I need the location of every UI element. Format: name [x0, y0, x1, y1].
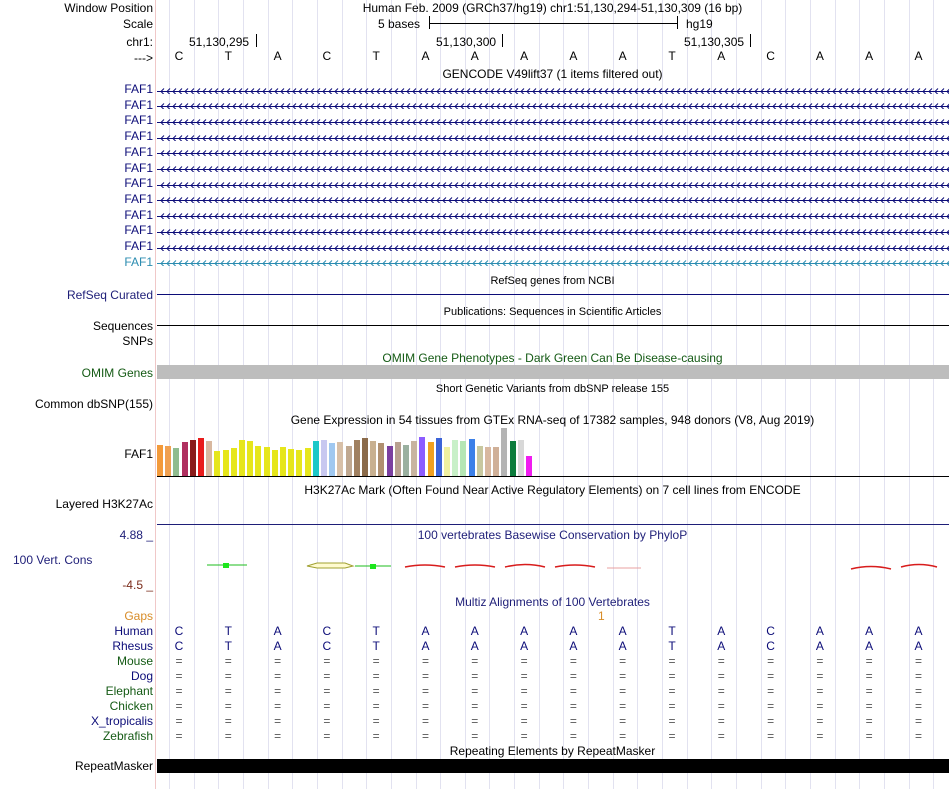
dbsnp-title[interactable]: Short Genetic Variants from dbSNP release 155 — [435, 383, 670, 395]
publications-title[interactable]: Publications: Sequences in Scientific Articles — [443, 306, 662, 318]
gaps-label: Gaps — [124, 609, 153, 623]
multiz-base: = — [224, 699, 232, 713]
gtex-tissue-bar[interactable] — [387, 446, 393, 476]
multiz-base: = — [668, 684, 676, 698]
multiz-base: = — [865, 699, 873, 713]
multiz-base: A — [569, 639, 578, 653]
multiz-base: C — [766, 624, 775, 638]
multiz-base: = — [520, 699, 528, 713]
gtex-tissue-bar[interactable] — [280, 447, 286, 476]
multiz-base: = — [274, 684, 282, 698]
multiz-base: = — [372, 684, 380, 698]
phylop-green-1 — [207, 563, 247, 568]
multiz-base: A — [470, 639, 479, 653]
multiz-title[interactable]: Multiz Alignments of 100 Vertebrates — [455, 595, 650, 609]
multiz-base: = — [520, 714, 528, 728]
multiz-base: = — [175, 669, 183, 683]
multiz-base: A — [914, 624, 923, 638]
gtex-tissue-bar[interactable] — [198, 438, 204, 476]
multiz-base: = — [175, 729, 183, 743]
gencode-gene-label[interactable]: FAF1 — [124, 239, 153, 253]
multiz-base: T — [224, 639, 232, 653]
multiz-base: = — [520, 684, 528, 698]
coord-3: 51,130,305 — [684, 35, 745, 49]
gtex-tissue-bar[interactable] — [190, 440, 196, 476]
multiz-base: = — [619, 714, 627, 728]
multiz-base: = — [471, 729, 479, 743]
gencode-gene-label[interactable]: FAF1 — [124, 160, 153, 175]
multiz-base: = — [323, 654, 331, 668]
sequence-base: A — [865, 49, 874, 63]
multiz-base: = — [175, 714, 183, 728]
multiz-base: = — [274, 654, 282, 668]
h3k27ac-label[interactable]: Layered H3K27Ac — [55, 497, 153, 511]
multiz-base: = — [865, 714, 873, 728]
sequence-base: C — [174, 49, 184, 63]
sequence-base: A — [815, 49, 824, 63]
chrom-label[interactable]: chr1: — [126, 35, 153, 49]
multiz-base: A — [273, 639, 282, 653]
gtex-bar-chart[interactable] — [157, 428, 537, 476]
gtex-label[interactable]: FAF1 — [124, 447, 153, 461]
phylop-title[interactable]: 100 vertebrates Basewise Conservation by PhyloP — [417, 528, 688, 542]
multiz-base: A — [273, 624, 282, 638]
gencode-gene-label[interactable]: FAF1 — [124, 97, 153, 112]
phylop-min-label: -4.5 _ — [122, 578, 153, 592]
multiz-base: = — [274, 714, 282, 728]
gtex-tissue-bar[interactable] — [173, 448, 179, 476]
repeatmasker-label[interactable]: RepeatMasker — [74, 759, 153, 773]
multiz-base: = — [767, 684, 775, 698]
gtex-tissue-bar[interactable] — [296, 450, 302, 476]
gtex-tissue-bar[interactable] — [288, 449, 294, 476]
coord-3-tick — [750, 34, 751, 47]
multiz-base: T — [224, 624, 232, 638]
snps-label[interactable]: SNPs — [122, 334, 153, 348]
multiz-species-label[interactable]: Dog — [130, 669, 153, 683]
publications-label[interactable]: Sequences — [92, 319, 153, 333]
sequence-base: T — [668, 49, 676, 63]
multiz-base: = — [865, 684, 873, 698]
gencode-gene-feature[interactable] — [157, 226, 949, 235]
gtex-tissue-bar[interactable] — [485, 447, 491, 476]
h3k27ac-title[interactable]: H3K27Ac Mark (Often Found Near Active Regulatory Elements) on 7 cell lines from ENCODE — [304, 483, 801, 497]
gtex-tissue-bar[interactable] — [337, 442, 343, 476]
gencode-gene-feature[interactable] — [157, 179, 949, 188]
gtex-tissue-bar[interactable] — [493, 447, 499, 476]
multiz-base: = — [816, 699, 824, 713]
multiz-base: C — [174, 639, 184, 653]
gencode-gene-feature[interactable] — [157, 257, 949, 266]
multiz-base: = — [668, 669, 676, 683]
strand-label: ---> — [134, 51, 153, 65]
multiz-base: = — [865, 729, 873, 743]
multiz-base: C — [322, 639, 332, 653]
multiz-base: = — [914, 729, 922, 743]
multiz-base: = — [668, 699, 676, 713]
gtex-tissue-bar[interactable] — [460, 441, 466, 476]
phylop-max-label: 4.88 _ — [119, 528, 153, 542]
multiz-base: = — [865, 654, 873, 668]
sequence-base: T — [224, 49, 232, 63]
multiz-base: A — [421, 639, 430, 653]
gtex-tissue-bar[interactable] — [444, 447, 450, 476]
gtex-tissue-bar[interactable] — [403, 445, 409, 476]
multiz-base: A — [520, 639, 529, 653]
multiz-base: = — [816, 669, 824, 683]
coord-1: 51,130,295 — [189, 35, 250, 49]
multiz-base: = — [372, 699, 380, 713]
gtex-tissue-bar[interactable] — [247, 441, 253, 476]
gtex-tissue-bar[interactable] — [264, 447, 270, 476]
multiz-base: = — [175, 699, 183, 713]
gtex-tissue-bar[interactable] — [182, 442, 188, 476]
multiz-base: T — [668, 624, 676, 638]
multiz-base: A — [618, 639, 627, 653]
coord-2: 51,130,300 — [436, 35, 497, 49]
gencode-gene-label[interactable]: FAF1 — [124, 129, 153, 144]
gencode-gene-feature[interactable] — [157, 147, 949, 156]
multiz-base: = — [175, 654, 183, 668]
multiz-species-label[interactable]: Zebrafish — [102, 729, 153, 743]
gtex-baseline — [157, 476, 949, 477]
gencode-gene-feature[interactable] — [157, 194, 949, 203]
dbsnp-label[interactable]: Common dbSNP(155) — [34, 397, 153, 411]
multiz-base: A — [717, 624, 726, 638]
multiz-base: A — [618, 624, 627, 638]
multiz-base: = — [569, 729, 577, 743]
gtex-tissue-bar[interactable] — [255, 446, 261, 476]
gtex-tissue-bar[interactable] — [231, 448, 237, 476]
gtex-title[interactable]: Gene Expression in 54 tissues from GTEx RNA-seq of 17382 samples, 948 donors (V8, Aug 2019) — [290, 413, 815, 427]
publications-track-line[interactable] — [157, 325, 949, 326]
multiz-base: T — [372, 639, 380, 653]
multiz-base: A — [865, 639, 874, 653]
gencode-gene-feature[interactable] — [157, 116, 949, 125]
window-position-label[interactable]: Window Position — [64, 1, 153, 15]
gencode-gene-feature[interactable] — [157, 85, 949, 94]
gtex-tissue-bar[interactable] — [157, 445, 163, 476]
gencode-gene-label[interactable]: FAF1 — [124, 144, 153, 159]
gtex-tissue-bar[interactable] — [214, 451, 220, 476]
multiz-base: = — [471, 714, 479, 728]
multiz-base: = — [816, 714, 824, 728]
gtex-tissue-bar[interactable] — [395, 442, 401, 476]
multiz-base: = — [914, 669, 922, 683]
gencode-gene-label[interactable]: FAF1 — [124, 113, 153, 128]
scale-text: 5 bases — [378, 17, 421, 31]
multiz-base: = — [421, 699, 429, 713]
gtex-tissue-bar[interactable] — [305, 448, 311, 476]
gtex-tissue-bar[interactable] — [362, 438, 368, 476]
gtex-tissue-bar[interactable] — [370, 441, 376, 476]
multiz-species-label[interactable]: Human — [114, 624, 153, 638]
multiz-base: = — [668, 714, 676, 728]
gtex-tissue-bar[interactable] — [329, 443, 335, 476]
multiz-base: = — [323, 684, 331, 698]
multiz-base: = — [520, 669, 528, 683]
multiz-base: = — [520, 654, 528, 668]
refseq-title[interactable]: RefSeq genes from NCBI — [490, 275, 615, 287]
multiz-base: = — [224, 684, 232, 698]
sequence-base: A — [421, 49, 430, 63]
refseq-label[interactable]: RefSeq Curated — [66, 288, 153, 302]
multiz-base: = — [471, 684, 479, 698]
multiz-base: = — [914, 714, 922, 728]
gtex-tissue-bar[interactable] — [477, 446, 483, 476]
multiz-base: = — [274, 729, 282, 743]
scale-label[interactable]: Scale — [122, 17, 153, 31]
multiz-base: = — [421, 714, 429, 728]
multiz-base: = — [471, 654, 479, 668]
multiz-base: = — [569, 699, 577, 713]
multiz-base: = — [619, 654, 627, 668]
multiz-base: = — [717, 729, 725, 743]
multiz-base: = — [421, 684, 429, 698]
multiz-base: = — [224, 729, 232, 743]
multiz-base: = — [865, 669, 873, 683]
multiz-base: A — [914, 639, 923, 653]
gtex-tissue-bar[interactable] — [354, 440, 360, 476]
gencode-gene-label[interactable]: FAF1 — [124, 82, 153, 96]
multiz-base: = — [668, 654, 676, 668]
multiz-base: = — [520, 729, 528, 743]
gtex-tissue-bar[interactable] — [239, 440, 245, 476]
multiz-base: T — [668, 639, 676, 653]
multiz-base: A — [717, 639, 726, 653]
multiz-base: = — [372, 729, 380, 743]
gtex-tissue-bar[interactable] — [272, 450, 278, 476]
multiz-base: C — [174, 624, 184, 638]
gtex-tissue-bar[interactable] — [419, 437, 425, 476]
multiz-base: C — [766, 639, 775, 653]
multiz-base: = — [323, 729, 331, 743]
multiz-base: = — [421, 654, 429, 668]
omim-title[interactable]: OMIM Gene Phenotypes - Dark Green Can Be Disease-causing — [382, 351, 723, 365]
multiz-base: = — [816, 729, 824, 743]
gencode-gene-label[interactable]: FAF1 — [124, 176, 153, 191]
gtex-tissue-bar[interactable] — [321, 440, 327, 476]
multiz-base: = — [914, 699, 922, 713]
gtex-tissue-bar[interactable] — [411, 441, 417, 476]
gtex-tissue-bar[interactable] — [206, 441, 212, 476]
coord-2-tick — [502, 34, 503, 47]
multiz-base: = — [323, 699, 331, 713]
multiz-base: = — [421, 669, 429, 683]
multiz-base: = — [274, 669, 282, 683]
gtex-tissue-bar[interactable] — [313, 441, 319, 476]
multiz-species-label[interactable]: Mouse — [116, 654, 153, 668]
sequence-base: A — [273, 49, 282, 63]
multiz-base: = — [767, 654, 775, 668]
multiz-base: A — [421, 624, 430, 638]
assembly-label: hg19 — [686, 17, 713, 31]
gtex-tissue-bar[interactable] — [165, 446, 171, 476]
gencode-gene-label[interactable]: FAF1 — [124, 254, 153, 269]
gtex-tissue-bar[interactable] — [518, 440, 524, 476]
gencode-gene-feature[interactable] — [157, 163, 949, 172]
gtex-tissue-bar[interactable] — [510, 441, 516, 476]
multiz-base: = — [471, 699, 479, 713]
multiz-base: = — [767, 669, 775, 683]
omim-track-bar[interactable] — [157, 365, 949, 379]
gtex-tissue-bar[interactable] — [428, 442, 434, 476]
multiz-base: = — [224, 714, 232, 728]
multiz-base: = — [569, 654, 577, 668]
multiz-base: = — [717, 684, 725, 698]
gtex-tissue-bar[interactable] — [436, 438, 442, 476]
gencode-title[interactable]: GENCODE V49lift37 (1 items filtered out) — [442, 67, 663, 81]
multiz-base: = — [767, 699, 775, 713]
phylop-green-2 — [355, 564, 391, 569]
multiz-base: = — [767, 714, 775, 728]
multiz-base: = — [224, 669, 232, 683]
multiz-base: = — [372, 714, 380, 728]
gtex-tissue-bar[interactable] — [452, 440, 458, 476]
multiz-base: = — [619, 684, 627, 698]
multiz-base: = — [717, 699, 725, 713]
multiz-base: = — [323, 669, 331, 683]
multiz-species-label[interactable]: Chicken — [109, 699, 153, 713]
sequence-base: C — [766, 49, 775, 63]
multiz-species-label[interactable]: Rhesus — [112, 639, 153, 653]
multiz-base: = — [668, 729, 676, 743]
multiz-base: = — [816, 654, 824, 668]
multiz-base: A — [470, 624, 479, 638]
multiz-base: = — [717, 714, 725, 728]
multiz-base: A — [815, 639, 824, 653]
multiz-base: = — [323, 714, 331, 728]
multiz-species-label[interactable]: Elephant — [105, 684, 153, 698]
coord-1-tick — [256, 34, 257, 47]
window-position-text: Human Feb. 2009 (GRCh37/hg19) chr1:51,130,294-51,130,309 (16 bp) — [362, 1, 743, 15]
multiz-base: = — [372, 654, 380, 668]
phylop-label[interactable]: 100 Vert. Cons — [13, 553, 93, 567]
multiz-base: A — [569, 624, 578, 638]
multiz-base: T — [372, 624, 380, 638]
gtex-tissue-bar[interactable] — [223, 450, 229, 476]
gencode-gene-label[interactable]: FAF1 — [124, 191, 153, 206]
multiz-base: = — [914, 684, 922, 698]
sequence-base: A — [569, 49, 578, 63]
multiz-base: A — [520, 624, 529, 638]
sequence-base: T — [372, 49, 380, 63]
multiz-base: = — [914, 654, 922, 668]
gtex-tissue-bar[interactable] — [501, 428, 507, 476]
gencode-gene-feature[interactable] — [157, 100, 949, 109]
gencode-gene-label[interactable]: FAF1 — [124, 223, 153, 238]
multiz-base: = — [767, 729, 775, 743]
gtex-tissue-bar[interactable] — [469, 439, 475, 476]
multiz-base: = — [619, 669, 627, 683]
multiz-base: = — [816, 684, 824, 698]
sequence-base: A — [520, 49, 529, 63]
multiz-base: = — [372, 669, 380, 683]
repeatmasker-title[interactable]: Repeating Elements by RepeatMasker — [449, 744, 656, 758]
multiz-species-label[interactable]: X_tropicalis — [90, 714, 153, 728]
multiz-base: = — [274, 699, 282, 713]
omim-label[interactable]: OMIM Genes — [81, 366, 153, 380]
gap-mark: 1 — [598, 609, 605, 623]
sequence-base: A — [717, 49, 726, 63]
phylop-yellow-block — [307, 563, 353, 568]
h3k27ac-track-line[interactable] — [157, 524, 949, 525]
phylop-plot[interactable] — [155, 555, 950, 575]
multiz-base: = — [421, 729, 429, 743]
gencode-gene-feature[interactable] — [157, 242, 949, 251]
multiz-base: = — [569, 684, 577, 698]
multiz-base: = — [619, 729, 627, 743]
multiz-base: = — [175, 684, 183, 698]
multiz-base: = — [619, 699, 627, 713]
sequence-base: C — [322, 49, 332, 63]
gencode-gene-label[interactable]: FAF1 — [124, 207, 153, 222]
gtex-tissue-bar[interactable] — [346, 446, 352, 476]
multiz-base: A — [865, 624, 874, 638]
multiz-base: A — [815, 624, 824, 638]
sequence-base: A — [914, 49, 923, 63]
refseq-track-line[interactable] — [157, 294, 949, 295]
gtex-tissue-bar[interactable] — [378, 443, 384, 476]
gencode-gene-feature[interactable] — [157, 210, 949, 219]
repeatmasker-track-bar[interactable] — [157, 759, 949, 773]
multiz-base: = — [569, 669, 577, 683]
multiz-base: = — [569, 714, 577, 728]
phylop-red-waves — [405, 565, 937, 570]
multiz-base: = — [717, 669, 725, 683]
gtex-tissue-bar[interactable] — [526, 456, 532, 476]
multiz-base: = — [471, 669, 479, 683]
multiz-base: = — [717, 654, 725, 668]
gencode-gene-feature[interactable] — [157, 132, 949, 141]
sequence-base: A — [618, 49, 627, 63]
multiz-base: = — [224, 654, 232, 668]
sequence-base: A — [470, 49, 479, 63]
multiz-base: C — [322, 624, 332, 638]
